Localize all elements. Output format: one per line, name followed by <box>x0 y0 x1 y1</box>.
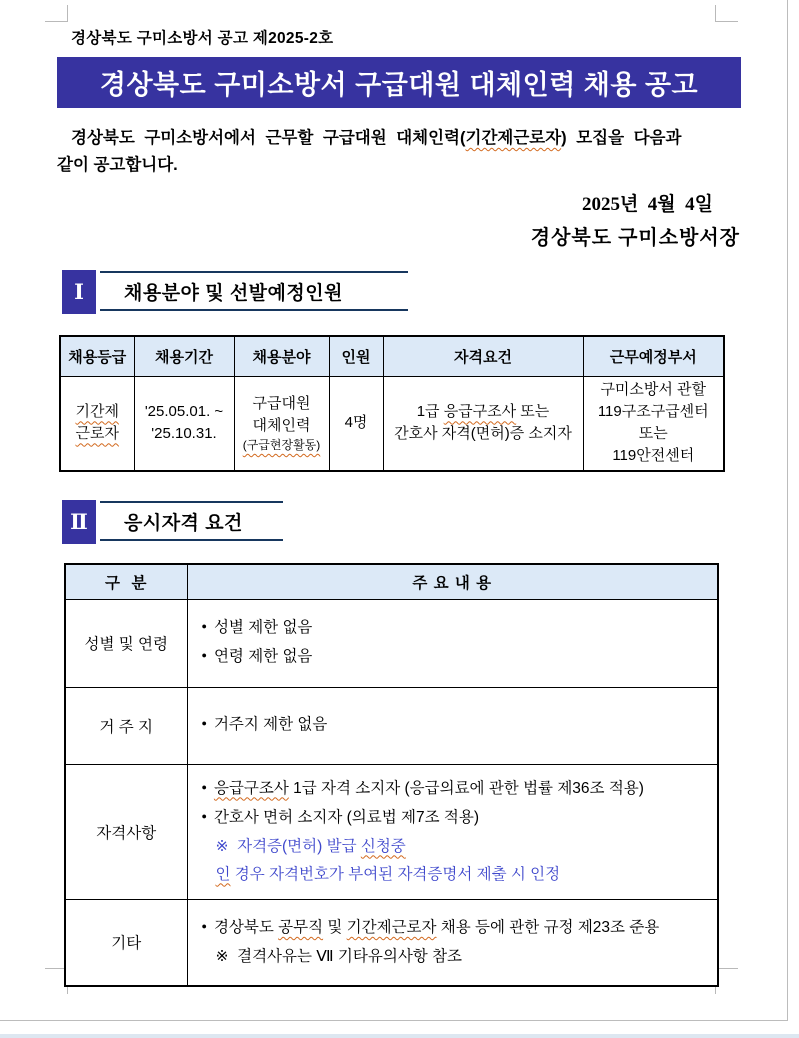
section2-numeral-badge: Ⅱ <box>62 500 96 544</box>
col-header-category: 구 분 <box>65 564 187 599</box>
eligibility-table-header-row <box>65 564 718 599</box>
cell-grade <box>60 376 134 471</box>
qualification-note <box>202 833 710 889</box>
page-bottom-strip <box>0 1034 799 1038</box>
qual-spellcheck-word: 응급구조사 <box>443 403 517 421</box>
intro-text: ) 모집을 다음과 <box>561 129 682 147</box>
note-text: 경우 자격번호가 부여된 자격증명서 제출 시 인정 <box>230 865 561 883</box>
content-item: 거주지 제한 없음 <box>213 716 328 733</box>
cell-qualification <box>383 376 583 471</box>
row-content <box>187 687 718 764</box>
section1-numeral-badge: Ⅰ <box>62 270 96 314</box>
grade-line: 기간제 <box>75 403 119 421</box>
content-text: 경상북도 <box>213 918 279 936</box>
eligibility-row-gender-age <box>65 599 718 687</box>
announcement-date: 2025년 4월 4일 <box>581 194 713 215</box>
content-text: 1급 자격 소지자 (응급의료에 관한 법률 제36조 적용) <box>288 779 644 797</box>
crop-mark-top-right-icon <box>715 5 738 22</box>
intro-paragraph <box>57 125 741 179</box>
signature: 경상북도 구미소방서장 <box>530 227 740 249</box>
col-header-count: 인원 <box>329 336 383 376</box>
intro-line2: 같이 공고합니다. <box>57 156 178 174</box>
col-header-period: 채용기간 <box>134 336 234 376</box>
dept-line: 구미소방서 관할 <box>600 381 707 399</box>
bullet-icon: ● <box>201 920 207 931</box>
cell-period <box>134 376 234 471</box>
period-line: '25.05.01. ~ <box>144 403 224 421</box>
qual-text: 간호사 자격(면허)증 소지자 <box>394 425 572 443</box>
eligibility-row-etc <box>65 899 718 986</box>
eligibility-table <box>64 563 719 987</box>
eligibility-row-residence <box>65 687 718 764</box>
row-label: 자격사항 <box>65 764 187 899</box>
banner-title: 경상북도 구미소방서 구급대원 대체인력 채용 공고 <box>57 57 741 108</box>
eligibility-row-qualification <box>65 764 718 899</box>
doc-number: 경상북도 구미소방서 공고 제2025-2호 <box>71 30 334 47</box>
content-item <box>214 775 644 803</box>
dept-line: 119구조구급센터 <box>597 403 709 421</box>
row-label: 기타 <box>65 899 187 986</box>
content-item: 성별 제한 없음 <box>213 619 313 636</box>
recruitment-table-row <box>60 376 724 471</box>
col-header-field: 채용분야 <box>234 336 329 376</box>
content-text: 및 <box>323 918 347 936</box>
bullet-icon: ● <box>201 810 207 821</box>
recruitment-table-header-row <box>60 336 724 376</box>
row-content <box>187 764 718 899</box>
intro-text: 경상북도 구미소방서에서 근무할 구급대원 대체인력( <box>71 129 466 147</box>
content-item: 연령 제한 없음 <box>213 648 313 665</box>
section2-title: 응시자격 요건 <box>100 501 283 541</box>
dept-line: 119안전센터 <box>612 447 695 465</box>
cell-field <box>234 376 329 471</box>
row-content <box>187 599 718 687</box>
field-line: 대체인력 <box>252 416 311 434</box>
cell-department <box>583 376 724 471</box>
qual-text: 1급 <box>416 403 444 421</box>
note-text: ※ 자격증(면허) 발급 <box>215 837 361 855</box>
content-item <box>214 914 659 942</box>
bullet-icon: ● <box>201 621 207 631</box>
content-text: 채용 등에 관한 규정 제23조 준용 <box>436 918 660 936</box>
spellcheck-word: 공무직 <box>278 918 324 936</box>
row-label: 거 주 지 <box>65 687 187 764</box>
note-spellcheck-word: 신청중인 <box>215 837 406 883</box>
intro-line1 <box>57 125 741 152</box>
row-label: 성별 및 연령 <box>65 599 187 687</box>
grade-line: 근로자 <box>75 425 119 443</box>
bullet-icon: ● <box>201 650 207 660</box>
period-line: '25.10.31. <box>151 425 217 443</box>
qual-text: 또는 <box>516 403 550 421</box>
content-item: 간호사 면허 소지자 (의료법 제7조 적용) <box>213 808 480 826</box>
bullet-icon: ● <box>201 781 207 792</box>
cell-count: 4명 <box>329 376 383 471</box>
row-content <box>187 899 718 986</box>
col-header-qualification: 자격요건 <box>383 336 583 376</box>
page-right-edge <box>787 0 788 1021</box>
spellcheck-word: 기간제근로자 <box>346 918 437 936</box>
dept-line: 또는 <box>638 425 668 443</box>
section1-title: 채용분야 및 선발예정인원 <box>100 271 408 311</box>
bullet-icon: ● <box>201 718 207 728</box>
crop-mark-top-left-icon <box>45 5 68 22</box>
field-subline: (구급현장활동) <box>242 437 321 452</box>
col-header-department: 근무예정부서 <box>583 336 724 376</box>
spellcheck-word: 응급구조사 <box>213 779 289 797</box>
intro-spellcheck-word: 기간제근로자 <box>465 129 562 147</box>
recruitment-table <box>59 335 725 472</box>
etc-note: ※ 결격사유는 Ⅶ 기타유의사항 참조 <box>215 947 463 965</box>
col-header-details: 주 요 내 용 <box>187 564 718 599</box>
page-bottom-edge <box>0 1020 788 1021</box>
field-line: 구급대원 <box>252 394 311 412</box>
col-header-grade: 채용등급 <box>60 336 134 376</box>
